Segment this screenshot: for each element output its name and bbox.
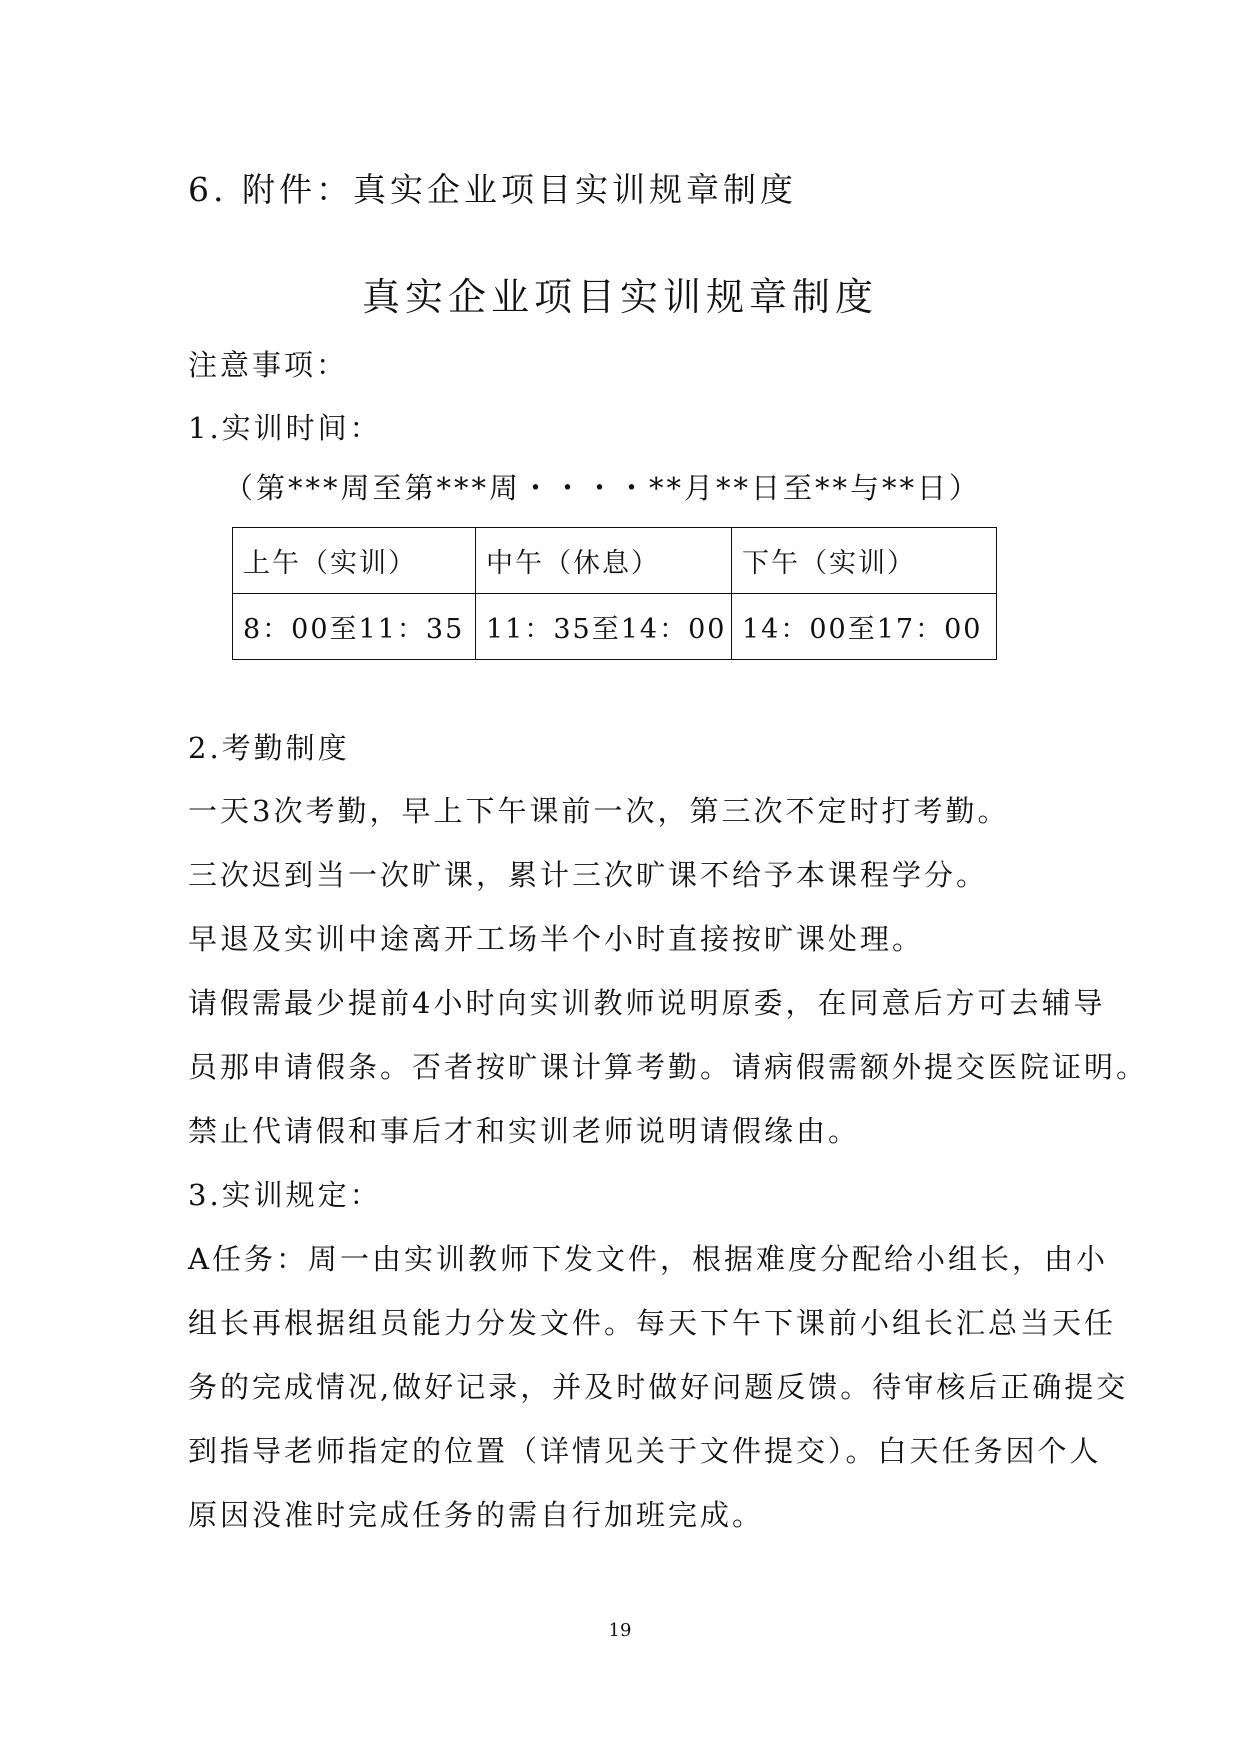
section2-heading: 2.考勤制度 (188, 731, 350, 765)
table-cell: 14：00至17：00 (732, 594, 997, 660)
schedule-table (232, 527, 997, 660)
paragraph-line: 务的完成情况,做好记录，并及时做好问题反馈。待审核后正确提交 (188, 1370, 1129, 1404)
paragraph-line: A任务：周一由实训教师下发文件，根据难度分配给小组长，由小 (188, 1242, 1108, 1276)
section3-heading: 3.实训规定： (188, 1178, 382, 1212)
table-header-cell: 上午（实训） (233, 528, 476, 594)
section-heading: 6. 附件：真实企业项目实训规章制度 (188, 170, 797, 209)
table-row (233, 594, 997, 660)
document-title: 真实企业项目实训规章制度 (361, 275, 878, 319)
table-cell: 11：35至14：00 (476, 594, 732, 660)
page-number: 19 (608, 1620, 632, 1641)
paragraph-line: 一天3次考勤，早上下午课前一次，第三次不定时打考勤。 (188, 794, 1010, 828)
notice-label: 注意事项： (188, 348, 349, 382)
paragraph-line: 组长再根据组员能力分发文件。每天下午下课前小组长汇总当天任 (188, 1306, 1117, 1340)
training-date-range: （第***周至第***周・・・・**月**日至**与**日） (224, 471, 982, 505)
paragraph-line: 原因没准时完成任务的需自行加班完成。 (188, 1498, 765, 1532)
table-header-cell: 中午（休息） (476, 528, 732, 594)
paragraph-line: 到指导老师指定的位置（详情见关于文件提交）。白天任务因个人 (188, 1434, 1102, 1468)
table-cell: 8：00至11：35 (233, 594, 476, 660)
table-row (233, 528, 997, 594)
paragraph-line: 早退及实训中途离开工场半个小时直接按旷课处理。 (188, 922, 925, 956)
paragraph-line: 请假需最少提前4小时向实训教师说明原委，在同意后方可去辅导 (188, 986, 1106, 1020)
section1-heading: 1.实训时间： (188, 411, 382, 445)
paragraph-line: 禁止代请假和事后才和实训老师说明请假缘由。 (188, 1114, 861, 1148)
paragraph-line: 三次迟到当一次旷课，累计三次旷课不给予本课程学分。 (188, 858, 989, 892)
paragraph-line: 员那申请假条。否者按旷课计算考勤。请病假需额外提交医院证明。 (188, 1050, 1149, 1084)
table-header-cell: 下午（实训） (732, 528, 997, 594)
